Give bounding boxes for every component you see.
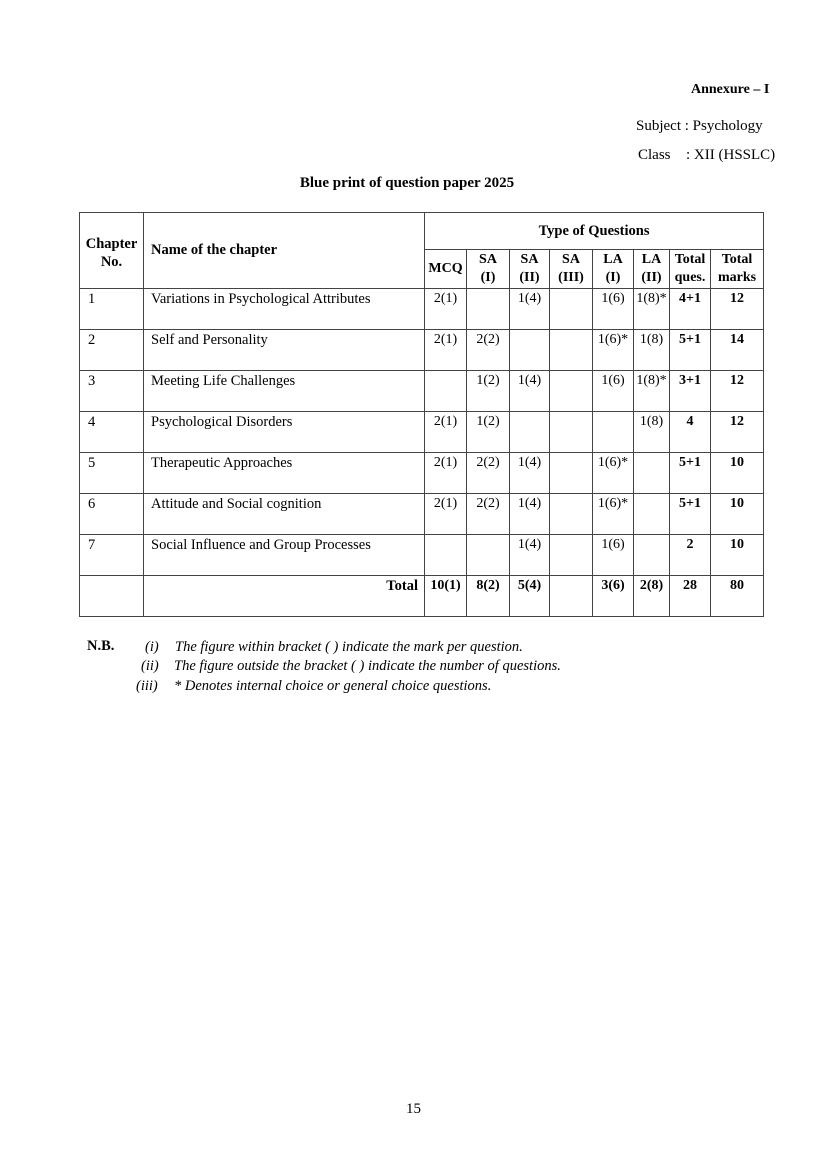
note-number: (i) xyxy=(145,639,159,655)
header-chapter-no xyxy=(80,213,144,289)
header-total-ques xyxy=(670,250,711,289)
cell-la1: 1(6) xyxy=(593,289,634,330)
header-total-marks xyxy=(711,250,764,289)
nb-label: N.B. xyxy=(87,638,115,654)
cell-total-label: Total xyxy=(144,576,425,617)
cell-sa3 xyxy=(550,412,593,453)
header-sa1 xyxy=(467,250,510,289)
cell-sa2: 1(4) xyxy=(510,453,550,494)
table-row xyxy=(80,535,764,576)
subject-line: Subject : Psychology xyxy=(636,118,763,134)
cell-sa1: 2(2) xyxy=(467,330,510,371)
cell-sa2 xyxy=(510,412,550,453)
class-label: Class xyxy=(638,147,671,163)
header-total-ques-l1: Total xyxy=(674,252,706,267)
header-la1 xyxy=(593,250,634,289)
note-item xyxy=(145,639,523,656)
cell-chapter-name: Self and Personality xyxy=(144,330,425,371)
header-chapter-name: Name of the chapter xyxy=(144,213,425,289)
cell-chapter-name: Variations in Psychological Attributes xyxy=(144,289,425,330)
cell-la2 xyxy=(634,453,670,494)
cell-mcq: 2(1) xyxy=(425,289,467,330)
table-row xyxy=(80,412,764,453)
cell-grand-total-ques: 28 xyxy=(670,576,711,617)
cell-sa3 xyxy=(550,453,593,494)
annexure-label: Annexure – I xyxy=(691,82,770,97)
blueprint-table xyxy=(79,212,764,617)
cell-la1: 1(6)* xyxy=(593,453,634,494)
cell-la1: 1(6) xyxy=(593,535,634,576)
header-sa1-l2: (I) xyxy=(480,270,496,285)
header-sa3-l1: SA xyxy=(562,252,580,267)
cell-chapter-name: Therapeutic Approaches xyxy=(144,453,425,494)
header-la1-l2: (I) xyxy=(605,270,621,285)
header-mcq-label: MCQ xyxy=(428,261,463,276)
cell-total-sa3 xyxy=(550,576,593,617)
header-la1-l1: LA xyxy=(603,252,623,267)
note-number: (iii) xyxy=(136,678,158,694)
cell-total-la2: 2(8) xyxy=(634,576,670,617)
cell-total-ques: 5+1 xyxy=(670,330,711,371)
cell-la1: 1(6)* xyxy=(593,494,634,535)
cell-chapter-no: 1 xyxy=(80,289,144,330)
header-la2-l2: (II) xyxy=(641,270,662,285)
header-la2 xyxy=(634,250,670,289)
cell-sa3 xyxy=(550,289,593,330)
cell-sa3 xyxy=(550,330,593,371)
cell-sa2: 1(4) xyxy=(510,535,550,576)
header-chapter-no-line1: Chapter xyxy=(85,235,138,252)
cell-mcq xyxy=(425,535,467,576)
page-number: 15 xyxy=(406,1101,421,1117)
document-title: Blue print of question paper 2025 xyxy=(299,175,515,191)
table-row xyxy=(80,494,764,535)
cell-chapter-no: 6 xyxy=(80,494,144,535)
cell-total-marks: 14 xyxy=(711,330,764,371)
cell-chapter-no: 7 xyxy=(80,535,144,576)
cell-la1 xyxy=(593,412,634,453)
cell-sa2: 1(4) xyxy=(510,371,550,412)
cell-total-la1: 3(6) xyxy=(593,576,634,617)
header-mcq xyxy=(425,250,467,289)
cell-total-marks: 10 xyxy=(711,453,764,494)
cell-total-ques: 4+1 xyxy=(670,289,711,330)
cell-sa1: 2(2) xyxy=(467,453,510,494)
cell-chapter-no: 4 xyxy=(80,412,144,453)
cell-total-sa1: 8(2) xyxy=(467,576,510,617)
cell-total-marks: 10 xyxy=(711,535,764,576)
cell-mcq: 2(1) xyxy=(425,494,467,535)
cell-mcq: 2(1) xyxy=(425,412,467,453)
cell-total-ques: 2 xyxy=(670,535,711,576)
class-line xyxy=(638,147,775,164)
header-la2-l1: LA xyxy=(641,252,662,267)
cell-la1: 1(6) xyxy=(593,371,634,412)
cell-la2: 1(8)* xyxy=(634,371,670,412)
cell-total-mcq: 10(1) xyxy=(425,576,467,617)
cell-la2: 1(8) xyxy=(634,330,670,371)
table-row xyxy=(80,371,764,412)
cell-chapter-no: 2 xyxy=(80,330,144,371)
cell-total-marks: 12 xyxy=(711,412,764,453)
header-sa2-l2: (II) xyxy=(519,270,540,285)
cell-grand-total-marks: 80 xyxy=(711,576,764,617)
note-number: (ii) xyxy=(141,658,159,674)
cell-chapter-no: 3 xyxy=(80,371,144,412)
cell-chapter-name: Meeting Life Challenges xyxy=(144,371,425,412)
cell-total-ques: 5+1 xyxy=(670,453,711,494)
cell-sa3 xyxy=(550,535,593,576)
cell-la2: 1(8)* xyxy=(634,289,670,330)
class-value: : XII (HSSLC) xyxy=(686,147,776,163)
cell-sa3 xyxy=(550,494,593,535)
cell-sa2: 1(4) xyxy=(510,289,550,330)
cell-chapter-name: Psychological Disorders xyxy=(144,412,425,453)
cell-chapter-name: Attitude and Social cognition xyxy=(144,494,425,535)
cell-sa1 xyxy=(467,289,510,330)
cell-sa1: 1(2) xyxy=(467,371,510,412)
header-total-marks-l1: Total xyxy=(721,252,753,267)
cell-sa2 xyxy=(510,330,550,371)
cell-total-ques: 4 xyxy=(670,412,711,453)
cell-chapter-name: Social Influence and Group Processes xyxy=(144,535,425,576)
header-total-marks-l2: marks xyxy=(717,270,757,285)
cell-total-empty xyxy=(80,576,144,617)
header-sa2-l1: SA xyxy=(520,252,539,267)
cell-chapter-no: 5 xyxy=(80,453,144,494)
header-total-ques-l2: ques. xyxy=(674,270,706,285)
note-item xyxy=(136,678,491,695)
cell-sa3 xyxy=(550,371,593,412)
table-row xyxy=(80,289,764,330)
cell-sa2: 1(4) xyxy=(510,494,550,535)
cell-total-marks: 10 xyxy=(711,494,764,535)
cell-sa1: 2(2) xyxy=(467,494,510,535)
header-sa1-l1: SA xyxy=(479,252,497,267)
note-text: The figure within bracket ( ) indicate the mark per question. xyxy=(175,639,523,655)
note-text: The figure outside the bracket ( ) indicate the number of questions. xyxy=(174,658,561,674)
cell-sa1 xyxy=(467,535,510,576)
cell-la2 xyxy=(634,535,670,576)
header-chapter-no-line2: No. xyxy=(100,253,123,270)
cell-sa1: 1(2) xyxy=(467,412,510,453)
cell-total-marks: 12 xyxy=(711,289,764,330)
header-type-of-questions: Type of Questions xyxy=(425,213,764,250)
header-sa3 xyxy=(550,250,593,289)
cell-total-marks: 12 xyxy=(711,371,764,412)
table-row xyxy=(80,330,764,371)
header-sa2 xyxy=(510,250,550,289)
header-sa3-l2: (III) xyxy=(558,270,584,285)
cell-mcq xyxy=(425,371,467,412)
cell-total-ques: 3+1 xyxy=(670,371,711,412)
cell-total-ques: 5+1 xyxy=(670,494,711,535)
note-text: * Denotes internal choice or general choice questions. xyxy=(174,678,492,694)
cell-la2 xyxy=(634,494,670,535)
cell-total-sa2: 5(4) xyxy=(510,576,550,617)
cell-la1: 1(6)* xyxy=(593,330,634,371)
cell-mcq: 2(1) xyxy=(425,453,467,494)
table-row xyxy=(80,453,764,494)
note-item xyxy=(141,658,561,675)
cell-la2: 1(8) xyxy=(634,412,670,453)
table-total-row xyxy=(80,576,764,617)
cell-mcq: 2(1) xyxy=(425,330,467,371)
